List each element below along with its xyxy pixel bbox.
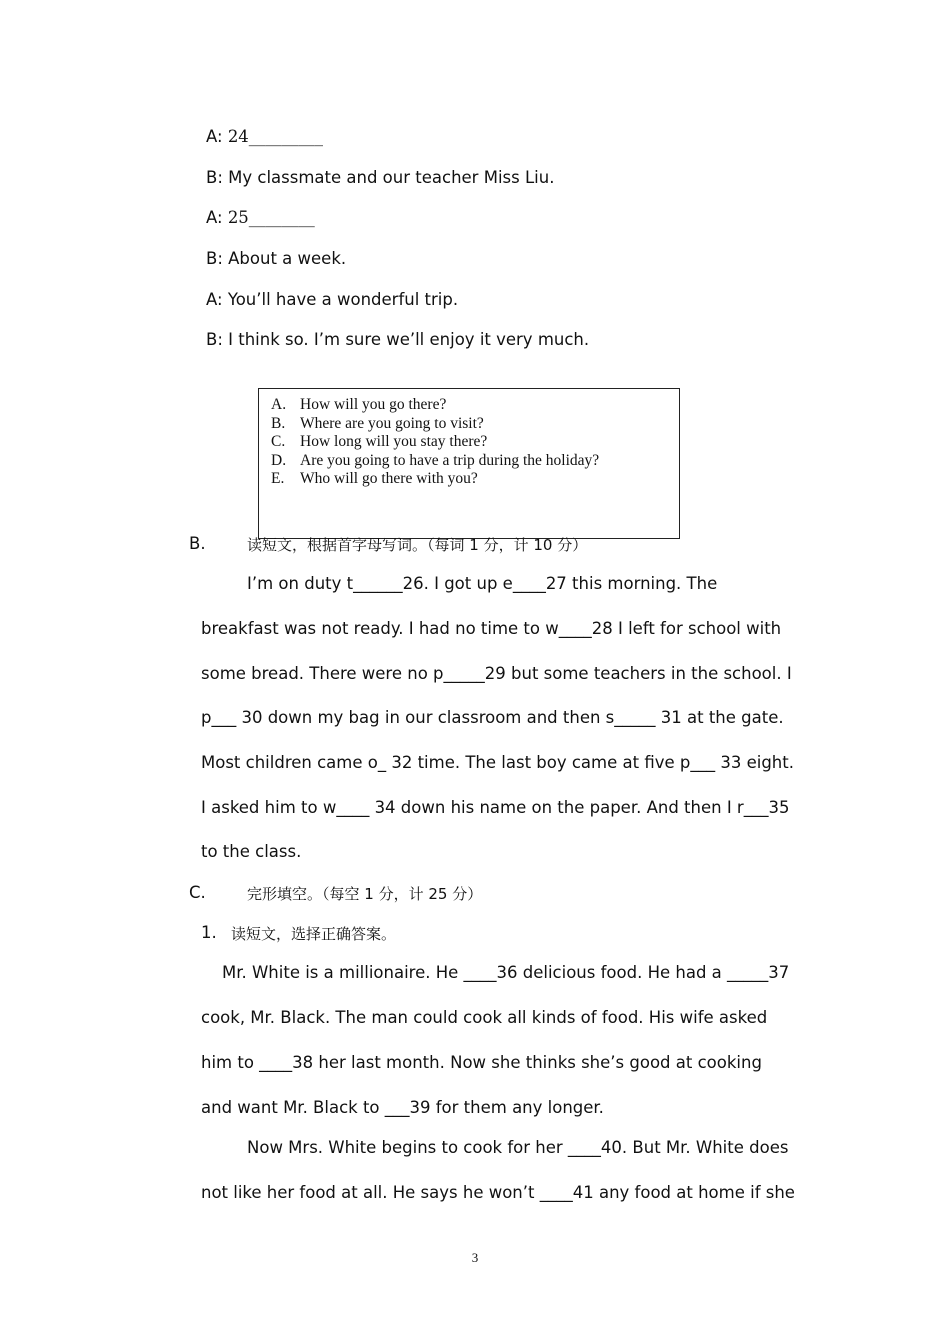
section-b-letter: B. (189, 534, 206, 553)
passage-b-line: p___ 30 down my bag in our classroom and then s_____ 31 at the gate. (201, 708, 784, 727)
option-b (271, 415, 484, 433)
speaker-label: A: (206, 208, 223, 227)
option-text: How will you go there? (300, 396, 447, 413)
speaker-label: A: (206, 290, 223, 309)
passage-c-line: Now Mrs. White begins to cook for her ____40. But Mr. White does (247, 1138, 789, 1157)
passage-b-line: some bread. There were no p_____29 but some teachers in the school. I (201, 664, 792, 683)
passage-b-line: breakfast was not ready. I had no time to w____28 I left for school with (201, 619, 782, 638)
option-text: Where are you going to visit? (300, 415, 484, 432)
option-c (271, 433, 487, 451)
option-key: C. (271, 433, 286, 450)
sub-instruction: 读短文，选择正确答案。 (231, 925, 397, 943)
option-a (271, 396, 446, 414)
options-box (258, 388, 680, 539)
speaker-label: A: (206, 127, 223, 146)
dialogue-text: You’ll have a wonderful trip. (227, 290, 459, 309)
passage-c-line: not like her food at all. He says he won’t ____41 any food at home if she (201, 1183, 795, 1202)
passage-b-line: Most children came o_ 32 time. The last boy came at five p___ 33 eight. (201, 753, 794, 772)
option-key: B. (271, 415, 286, 432)
sub-number: 1. (201, 923, 217, 942)
dialogue-line (206, 290, 458, 309)
passage-c-line: Mr. White is a millionaire. He ____36 delicious food. He had a _____37 (222, 963, 790, 982)
option-text: Are you going to have a trip during the holiday? (300, 452, 600, 469)
passage-c-line: cook, Mr. Black. The man could cook all kinds of food. His wife asked (201, 1008, 768, 1027)
blank-25: 25________ (227, 208, 315, 227)
dialogue-line-25 (206, 208, 315, 227)
option-d (271, 452, 599, 470)
speaker-label: B: (206, 168, 223, 187)
blank-24: 24_________ (227, 127, 324, 146)
section-b-instruction: 读短文，根据首字母写词。（每词 1 分，计 10 分） (247, 536, 588, 554)
section-c-letter: C. (189, 883, 206, 902)
page-number: 3 (471, 1250, 479, 1265)
dialogue-text: I think so. I’m sure we’ll enjoy it very much. (228, 330, 590, 349)
speaker-label: B: (206, 330, 223, 349)
speaker-label: B: (206, 249, 223, 268)
passage-b-line: I’m on duty t______26. I got up e____27 this morning. The (247, 574, 718, 593)
dialogue-line-24 (206, 127, 323, 146)
dialogue-text: About a week. (228, 249, 347, 268)
option-key: A. (271, 396, 287, 413)
passage-b-line: I asked him to w____ 34 down his name on the paper. And then I r___35 (201, 798, 790, 817)
dialogue-line (206, 168, 554, 187)
option-e (271, 470, 478, 488)
dialogue-line (206, 249, 346, 268)
option-text: How long will you stay there? (300, 433, 488, 450)
option-text: Who will go there with you? (300, 470, 478, 487)
option-key: D. (271, 452, 287, 469)
section-c-instruction: 完形填空。（每空 1 分，计 25 分） (247, 885, 483, 903)
dialogue-text: My classmate and our teacher Miss Liu. (228, 168, 555, 187)
passage-c-line: and want Mr. Black to ___39 for them any longer. (201, 1098, 604, 1117)
option-key: E. (271, 470, 285, 487)
passage-c-line: him to ____38 her last month. Now she thinks she’s good at cooking (201, 1053, 762, 1072)
passage-b-line: to the class. (201, 842, 302, 861)
dialogue-line (206, 330, 589, 349)
